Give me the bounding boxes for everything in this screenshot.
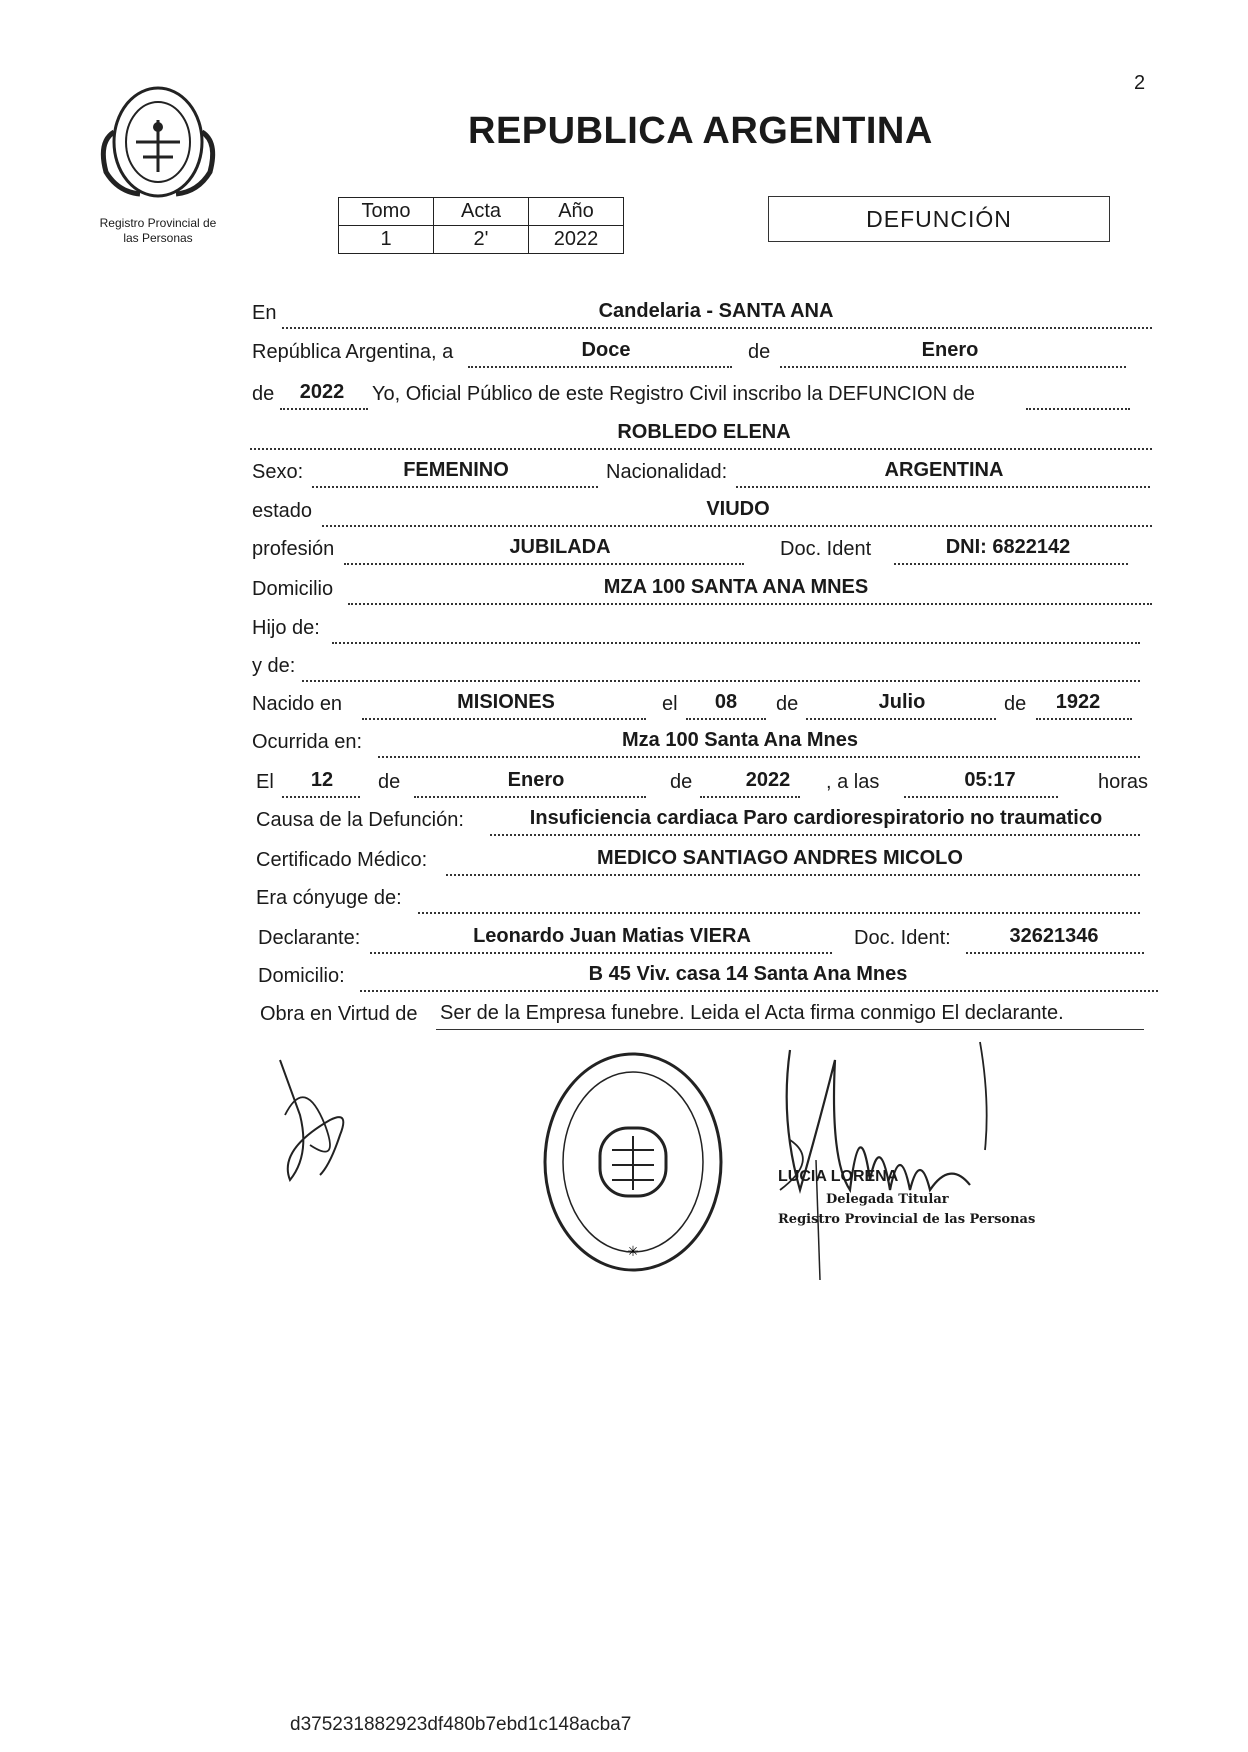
value-declarant: Leonardo Juan Matias VIERA (473, 925, 751, 947)
label-de: de (748, 341, 771, 363)
registry-stamp-icon (540, 1050, 726, 1274)
document-title: REPUBLICA ARGENTINA (468, 110, 933, 152)
label-de-year: de (252, 383, 275, 405)
registry-header-acta: Acta (434, 198, 529, 226)
label-nacido: Nacido en (252, 693, 343, 715)
signatory-name: LUCIA LORENA (778, 1168, 899, 1185)
row-deceased (250, 420, 1160, 450)
value-death-month: Enero (507, 769, 565, 791)
value-nationality: ARGENTINA (884, 459, 1004, 481)
provincial-seal-icon (88, 82, 228, 202)
row-cause (250, 806, 1160, 836)
row-address (250, 575, 1160, 605)
label-declarante: Declarante: (258, 927, 361, 949)
label-conyuge: Era cónyuge de: (256, 887, 402, 909)
row-marital (250, 497, 1160, 527)
value-birth-day: 08 (714, 691, 738, 713)
row-certificate (250, 846, 1160, 876)
value-death-day: 12 (310, 769, 334, 791)
label-de5: de (670, 771, 693, 793)
registry-value-acta: 2' (434, 226, 529, 254)
value-by-virtue: Ser de la Empresa funebre. Leida el Acta firma conmigo El declarante. (440, 1002, 1064, 1024)
label-el: el (662, 693, 678, 715)
row-date (250, 338, 1160, 368)
registry-table (338, 197, 624, 254)
row-place (250, 299, 1160, 329)
value-declarant-doc: 32621346 (1009, 925, 1099, 947)
line-spouse (418, 882, 1140, 914)
row-and-of (250, 652, 1160, 682)
value-profession: JUBILADA (509, 536, 611, 558)
label-horas: horas (1098, 771, 1149, 793)
page-number: 2 (1134, 72, 1146, 94)
label-yo: Yo, Oficial Público de este Registro Civil inscribo la DEFUNCION de (372, 383, 975, 405)
value-birth-year: 1922 (1055, 691, 1101, 713)
signatory-role: Delegada Titular (826, 1192, 949, 1207)
registry-header-tomo: Tomo (339, 198, 434, 226)
label-republica: República Argentina, a (252, 341, 454, 363)
value-sex: FEMENINO (403, 459, 509, 481)
line-yo (1026, 378, 1130, 410)
row-spouse (250, 884, 1160, 914)
value-death-time: 05:17 (964, 769, 1016, 791)
row-sex (250, 458, 1160, 488)
row-occurred (250, 728, 1160, 758)
row-by-virtue (250, 1000, 1160, 1030)
label-domicilio2: Domicilio: (258, 965, 345, 987)
value-doc-id: DNI: 6822142 (945, 536, 1071, 558)
label-causa: Causa de la Defunción: (256, 809, 464, 831)
registry-value-ano: 2022 (529, 226, 624, 254)
row-declarant-address (250, 962, 1160, 992)
value-medical-certificate: MEDICO SANTIAGO ANDRES MICOLO (597, 847, 963, 869)
label-certificado: Certificado Médico: (256, 849, 428, 871)
value-year: 2022 (299, 381, 345, 403)
label-el-cap: El (256, 771, 274, 793)
registry-header-ano: Año (529, 198, 624, 226)
label-profesion: profesión (252, 538, 335, 560)
value-birth-place: MISIONES (457, 691, 555, 713)
signatory-office: Registro Provincial de las Personas (778, 1212, 1036, 1227)
value-address: MZA 100 SANTA ANA MNES (603, 576, 869, 598)
label-hijo: Hijo de: (252, 617, 320, 639)
label-doc-ident2: Doc. Ident: (854, 927, 951, 949)
registry-value-tomo: 1 (339, 226, 434, 254)
document-hash: d375231882923df480b7ebd1c148acba7 (290, 1714, 632, 1735)
label-nacionalidad: Nacionalidad: (606, 461, 728, 483)
line-son-of (332, 612, 1140, 644)
line-and-of (302, 650, 1140, 682)
label-en: En (252, 302, 277, 324)
label-y-de: y de: (252, 655, 296, 677)
value-declarant-address: B 45 Viv. casa 14 Santa Ana Mnes (588, 963, 908, 985)
row-death-date (250, 768, 1160, 798)
official-signature-icon (760, 1040, 1010, 1280)
value-place: Candelaria - SANTA ANA (598, 300, 834, 322)
row-birth (250, 690, 1160, 720)
label-domicilio: Domicilio (252, 578, 334, 600)
declarant-signature-icon (270, 1055, 380, 1185)
value-deceased-name: ROBLEDO ELENA (617, 421, 791, 443)
label-a-las: , a las (826, 771, 880, 793)
value-death-year: 2022 (745, 769, 791, 791)
label-sexo: Sexo: (252, 461, 304, 483)
label-doc-ident: Doc. Ident (780, 538, 872, 560)
label-estado: estado (252, 500, 313, 522)
row-year (250, 380, 1160, 410)
value-marital-status: VIUDO (706, 498, 770, 520)
label-ocurrida: Ocurrida en: (252, 731, 363, 753)
row-declarant (250, 924, 1160, 954)
label-de3: de (1004, 693, 1027, 715)
value-birth-month: Julio (878, 691, 926, 713)
row-profession (250, 535, 1160, 565)
record-type-box: DEFUNCIÓN (768, 196, 1110, 242)
value-day-words: Doce (581, 339, 631, 361)
label-obra: Obra en Virtud de (260, 1003, 418, 1025)
value-month: Enero (921, 339, 979, 361)
value-cause: Insuficiencia cardiaca Paro cardiorespiratorio no traumatico (529, 807, 1103, 829)
registry-caption: Registro Provincial de las Personas (99, 216, 217, 245)
svg-text:✳: ✳ (627, 1244, 639, 1260)
row-son-of (250, 614, 1160, 644)
label-de2: de (776, 693, 799, 715)
label-de4: de (378, 771, 401, 793)
value-occurred-at: Mza 100 Santa Ana Mnes (621, 729, 859, 751)
